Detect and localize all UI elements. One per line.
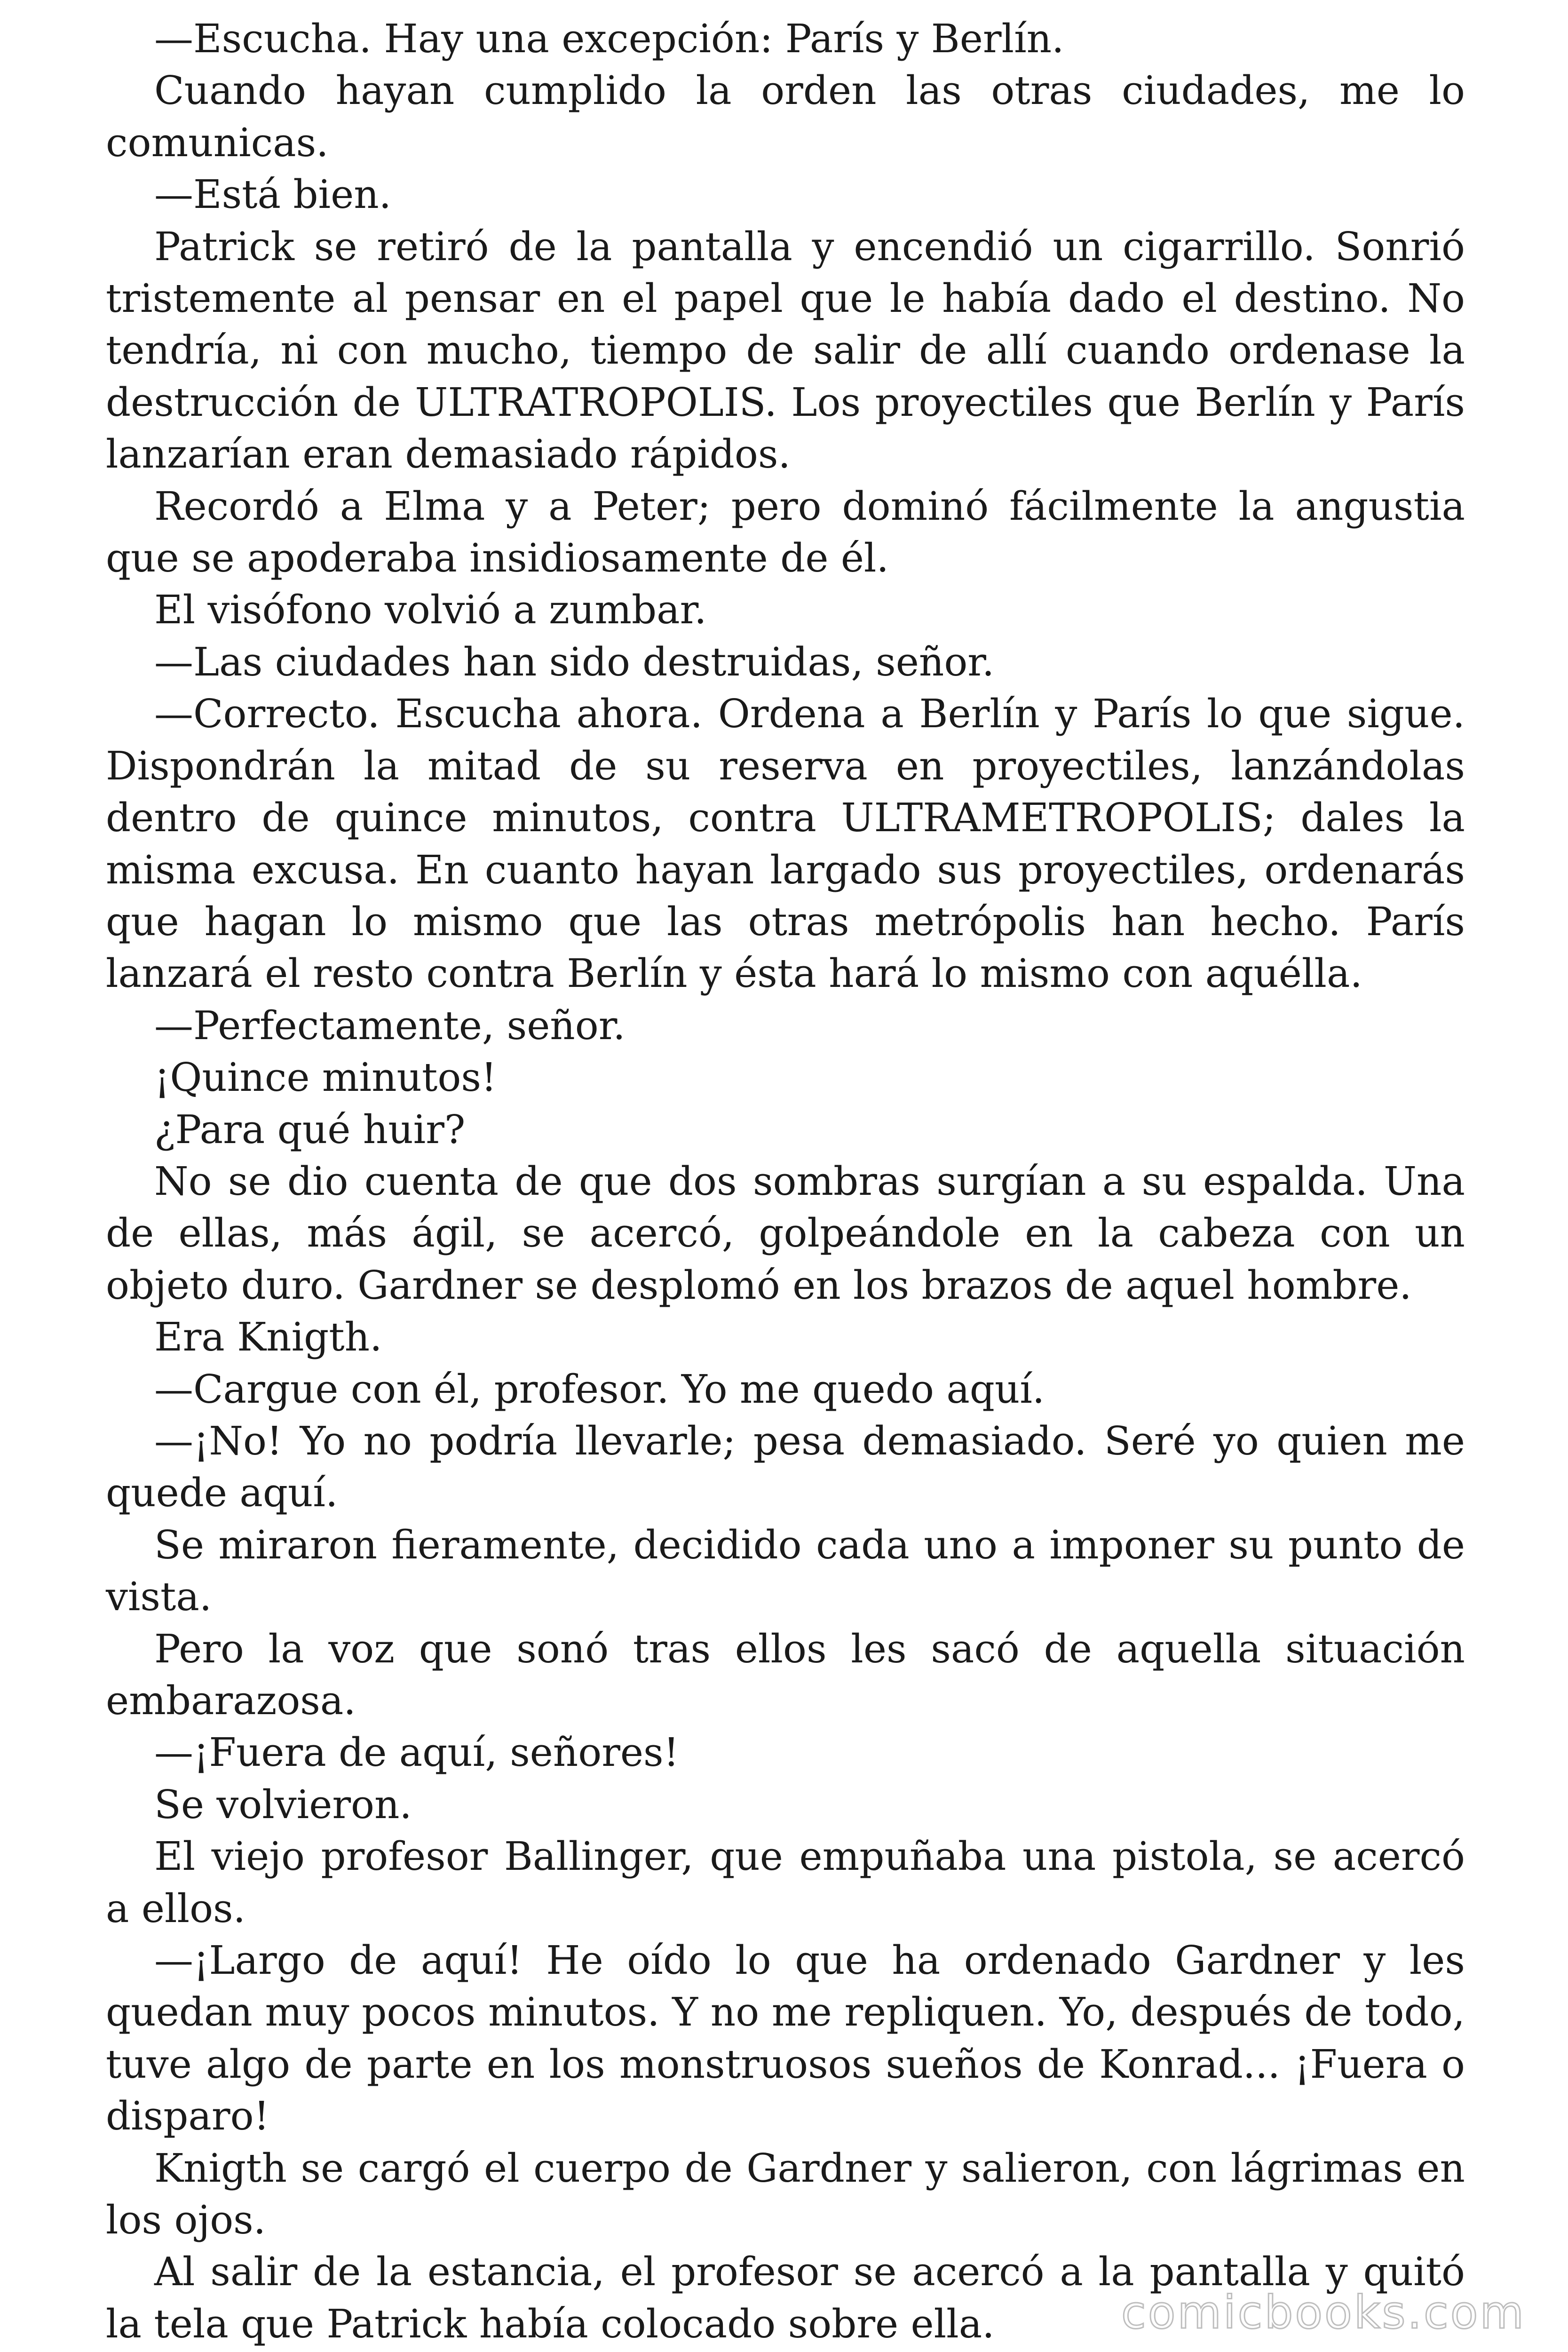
paragraph: —Está bien. <box>154 172 392 218</box>
paragraph: ¿Para qué huir? <box>154 1106 466 1152</box>
paragraph: —¡Fuera de aquí, señores! <box>154 1730 679 1776</box>
paragraph: No se dio cuenta de que dos sombras surgían a su espalda. Una de ellas, más ágil, se acercó, golpeándole en la cabeza con un objeto duro. Gardner se desplomó en los brazos de aquel hombre. <box>106 1158 1465 1308</box>
paragraph: Pero la voz que sonó tras ellos les sacó de aquella situación embarazosa. <box>106 1626 1465 1724</box>
paragraph: —Cargue con él, profesor. Yo me quedo aquí. <box>154 1366 1045 1412</box>
paragraph: —¡No! Yo no podría llevarle; pesa demasiado. Seré yo quien me quede aquí. <box>106 1418 1465 1516</box>
paragraph: El viejo profesor Ballinger, que empuñaba una pistola, se acercó a ellos. <box>106 1834 1465 1931</box>
paragraph: El visófono volvió a zumbar. <box>154 587 707 633</box>
paragraph: —Perfectamente, señor. <box>154 1002 626 1049</box>
paragraph: Se miraron fieramente, decidido cada uno a imponer su punto de vista. <box>106 1522 1465 1620</box>
paragraph: Cuando hayan cumplido la orden las otras ciudades, me lo comunicas. <box>106 68 1465 166</box>
paragraph: Se volvieron. <box>154 1781 412 1828</box>
paragraph: Era Knigth. <box>154 1314 382 1360</box>
paragraph: Recordó a Elma y a Peter; pero dominó fácilmente la angustia que se apoderaba insidiosamente de él. <box>106 483 1465 581</box>
book-page-text <box>106 13 1465 2350</box>
paragraph: —Las ciudades han sido destruidas, señor. <box>154 639 995 685</box>
watermark: comicbooks.com <box>1121 2286 1526 2339</box>
paragraph: Knigth se cargó el cuerpo de Gardner y salieron, con lágrimas en los ojos. <box>106 2145 1465 2243</box>
paragraph: Al salir de la estancia, el profesor se acercó a la pantalla y quitó la tela que Patrick había colocado sobre ella. <box>106 2249 1465 2347</box>
paragraph: —Escucha. Hay una excepción: París y Berlín. <box>154 16 1064 62</box>
paragraph: ¡Quince minutos! <box>154 1055 497 1101</box>
paragraph: Patrick se retiró de la pantalla y encendió un cigarrillo. Sonrió tristemente al pensar en el papel que le había dado el destino. No tendría, ni con mucho, tiempo de salir de allí cuando ordenase la destrucción de ULTRATROPOLIS. Los proyectiles que Berlín y París lanzarían eran demasiado rápidos. <box>106 223 1465 477</box>
paragraph: —¡Largo de aquí! He oído lo que ha ordenado Gardner y les quedan muy pocos minutos. Y no me repliquen. Yo, después de todo, tuve algo de parte en los monstruosos sueños de Konrad... ¡Fuera o disparo! <box>106 1938 1465 2139</box>
paragraph: —Correcto. Escucha ahora. Ordena a Berlín y París lo que sigue. Dispondrán la mitad de su reserva en proyectiles, lanzándolas dentro de quince minutos, contra ULTRAMETROPOLIS; dales la misma excusa. En cuanto hayan largado sus proyectiles, ordenarás que hagan lo mismo que las otras metrópolis han hecho. París lanzará el resto contra Berlín y ésta hará lo mismo con aquélla. <box>106 691 1465 997</box>
